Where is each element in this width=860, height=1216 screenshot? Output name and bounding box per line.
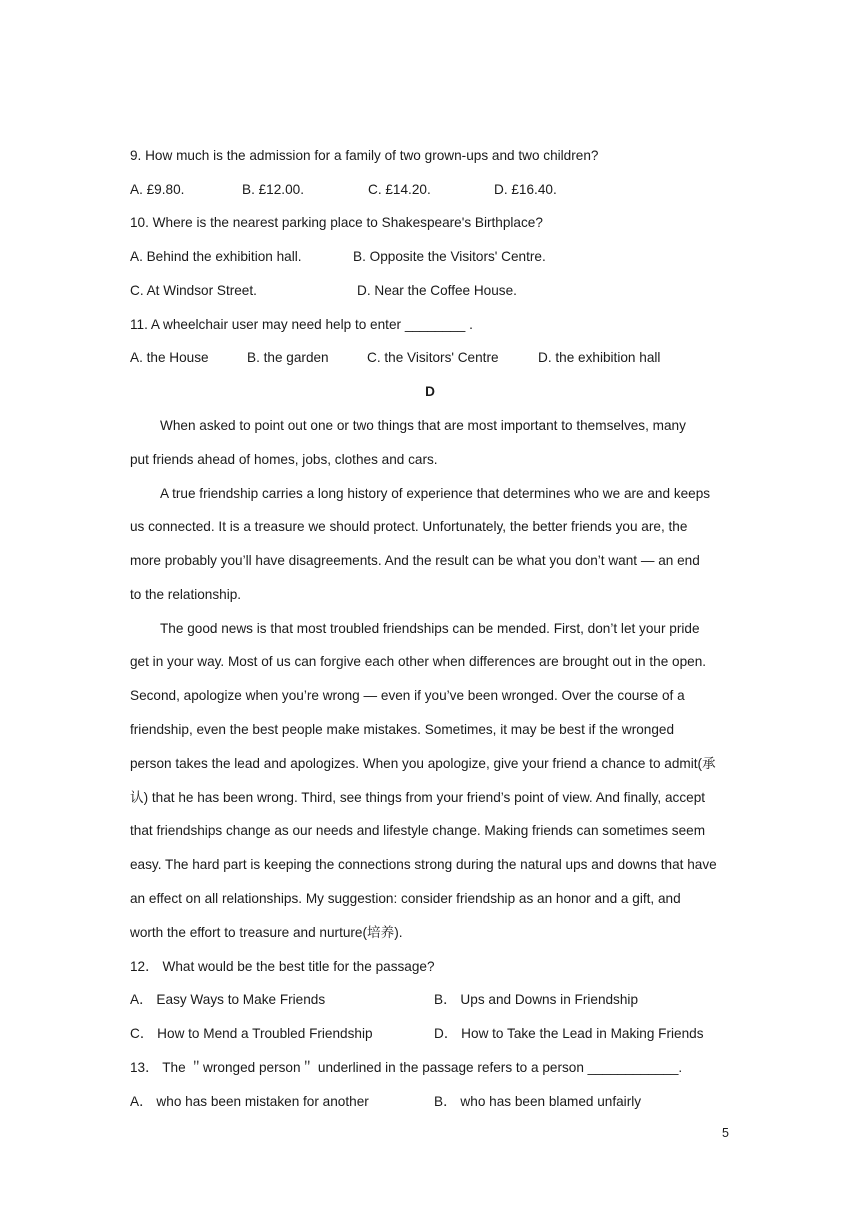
passage-line: us connected. It is a treasure we should protect. Unfortunately, the better friends you are, the (130, 519, 688, 534)
q10-option-a: A. Behind the exhibition hall. (130, 249, 302, 264)
page-number: 5 (722, 1126, 729, 1140)
q10-option-c: C. At Windsor Street. (130, 283, 257, 298)
q11-option-a: A. the House (130, 350, 209, 365)
passage-line: When asked to point out one or two things that are most important to themselves, many (160, 418, 686, 433)
q13-option-a: A． who has been mistaken for another (130, 1094, 369, 1109)
q11-option-c: C. the Visitors' Centre (367, 350, 499, 365)
question-12-stem: 12． What would be the best title for the passage? (130, 959, 435, 974)
passage-line: easy. The hard part is keeping the connections strong during the natural ups and downs that have (130, 857, 717, 872)
passage-line: A true friendship carries a long history of experience that determines who we are and keeps (160, 486, 711, 501)
passage-line: more probably you’ll have disagreements. And the result can be what you don’t want — an end (130, 553, 700, 568)
q12-option-d: D． How to Take the Lead in Making Friends (434, 1026, 704, 1041)
q9-option-a: A. £9.80. (130, 182, 185, 197)
q9-option-b: B. £12.00. (242, 182, 304, 197)
q9-option-d: D. £16.40. (494, 182, 557, 197)
passage-line: friendship, even the best people make mistakes. Sometimes, it may be best if the wronged (130, 722, 675, 737)
q12-option-a: A． Easy Ways to Make Friends (130, 992, 326, 1007)
section-heading: D (425, 384, 435, 399)
q13-option-b: B． who has been blamed unfairly (434, 1094, 642, 1109)
passage-line: person takes the lead and apologizes. When you apologize, give your friend a chance to admit(承 (130, 756, 716, 771)
question-9-stem: 9. How much is the admission for a family of two grown-ups and two children? (130, 148, 599, 163)
question-13-stem: 13． The ＂wronged person＂ underlined in the passage refers to a person ____________. (130, 1060, 683, 1075)
passage-line: Second, apologize when you’re wrong — even if you’ve been wronged. Over the course of a (130, 688, 685, 703)
q9-option-c: C. £14.20. (368, 182, 431, 197)
q10-option-b: B. Opposite the Visitors' Centre. (353, 249, 546, 264)
passage-line: to the relationship. (130, 587, 242, 602)
passage-line: worth the effort to treasure and nurture(培养). (130, 925, 403, 940)
passage-line: put friends ahead of homes, jobs, clothes and cars. (130, 452, 438, 467)
q11-option-b: B. the garden (247, 350, 329, 365)
q10-option-d: D. Near the Coffee House. (357, 283, 517, 298)
question-11-stem: 11. A wheelchair user may need help to enter ________ . (130, 317, 473, 332)
passage-line: get in your way. Most of us can forgive each other when differences are brought out in the open. (130, 654, 707, 669)
passage-line: The good news is that most troubled friendships can be mended. First, don’t let your pride (160, 621, 700, 636)
q12-option-c: C． How to Mend a Troubled Friendship (130, 1026, 373, 1041)
passage-line: an effect on all relationships. My suggestion: consider friendship as an honor and a gift, and (130, 891, 681, 906)
question-10-stem: 10. Where is the nearest parking place to Shakespeare's Birthplace? (130, 215, 543, 230)
q12-option-b: B． Ups and Downs in Friendship (434, 992, 638, 1007)
q11-option-d: D. the exhibition hall (538, 350, 661, 365)
passage-line: 认) that he has been wrong. Third, see things from your friend’s point of view. And finally, accept (130, 790, 706, 805)
passage-line: that friendships change as our needs and lifestyle change. Making friends can sometimes seem (130, 823, 706, 838)
